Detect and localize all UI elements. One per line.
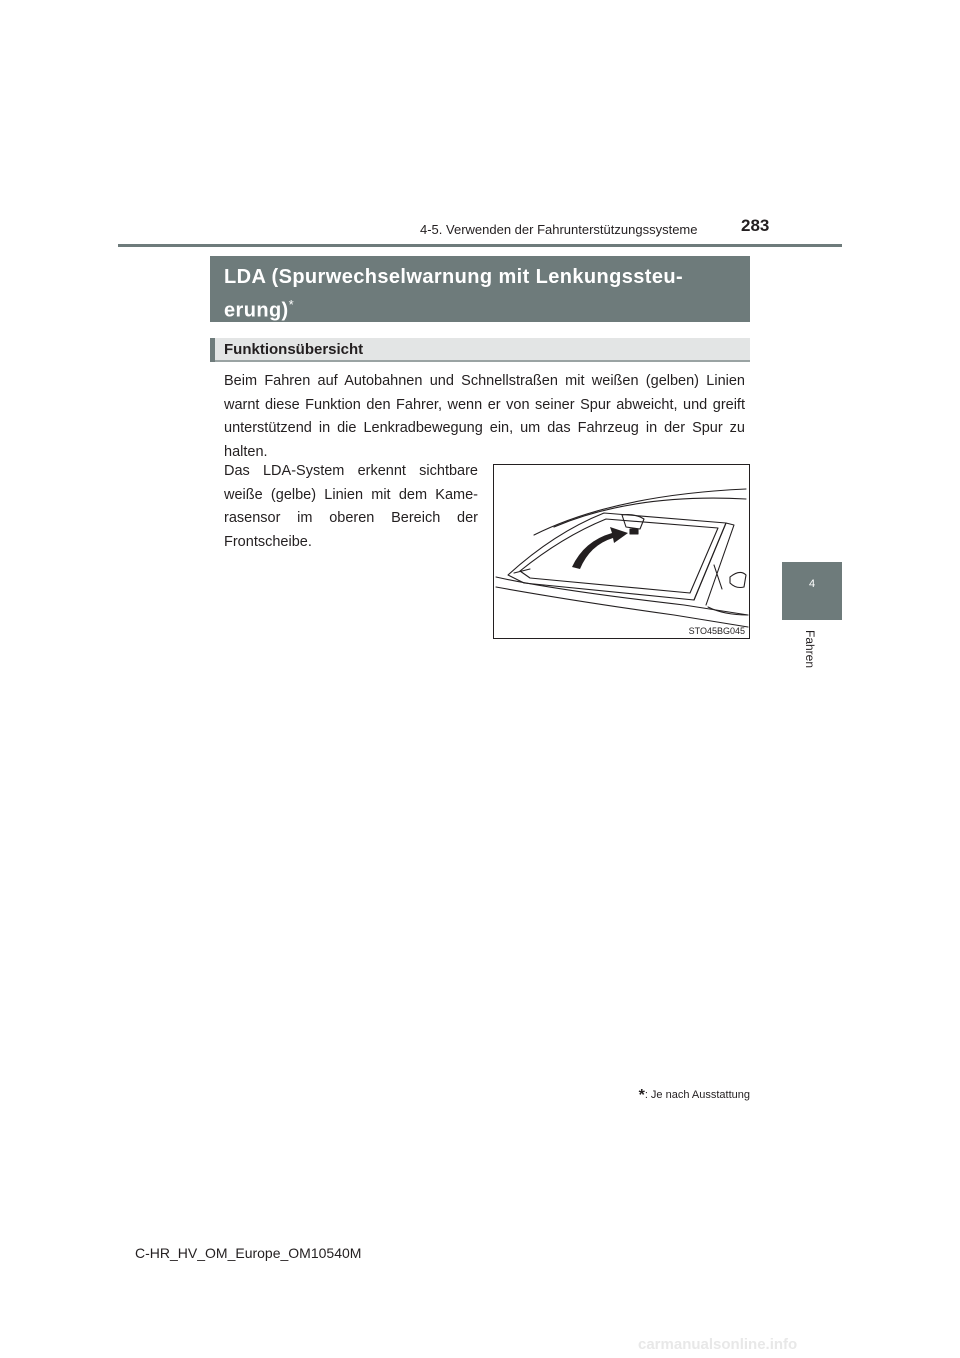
windshield-camera-illustration: [493, 464, 750, 639]
section-heading: [210, 338, 750, 362]
chapter-tab[interactable]: [782, 562, 842, 620]
page-header-section: 4-5. Verwenden der Fahrunterstützungssysteme: [420, 222, 698, 237]
title-asterisk: *: [288, 297, 295, 312]
a-pillar: [694, 523, 734, 605]
figure-code: STO45BG045: [688, 626, 745, 636]
body-paragraph-1: Beim Fahren auf Autobahnen und Schnellstraßen mit weißen (gelben) Linien warnt diese Funktion den Fahrer, wenn er von seiner Spur abweicht, und greift unterstützend in die Lenkradbewegung ein, um das Fahrzeug in der Spur zu halten.: [224, 373, 745, 460]
footer-doc-id: C-HR_HV_OM_Europe_OM10540M: [135, 1245, 362, 1261]
footnote-text: : Je nach Ausstattung: [644, 1089, 750, 1101]
windshield-drawing: [494, 465, 749, 638]
page-title: [224, 263, 738, 325]
header-rule: [118, 244, 842, 247]
page-title-text: LDA (Spurwechselwarnung mit Lenkungssteu-erung): [224, 266, 684, 322]
footnote: [608, 1087, 750, 1105]
chapter-tab-label: Fahren: [803, 630, 817, 669]
door-line: [714, 565, 722, 589]
pointer-arrow: [572, 527, 628, 569]
watermark: carmanualsonline.info: [638, 1336, 798, 1353]
side-mirror: [730, 572, 746, 587]
body-paragraph-2: Das LDA-System erkennt sichtbare weiße (gelbe) Linien mit dem Kame-rasensor im oberen Bereich der Frontscheibe.: [224, 463, 478, 550]
hood-line: [496, 577, 748, 615]
section-heading-bar: [210, 338, 215, 362]
section-heading-text: Funktionsübersicht: [224, 341, 364, 358]
footnote-star: *: [638, 1087, 645, 1104]
page-number: 283: [741, 216, 770, 235]
camera-sensor: [630, 529, 638, 534]
chapter-tab-number: 4: [808, 578, 816, 590]
page-title-box: [210, 256, 750, 322]
